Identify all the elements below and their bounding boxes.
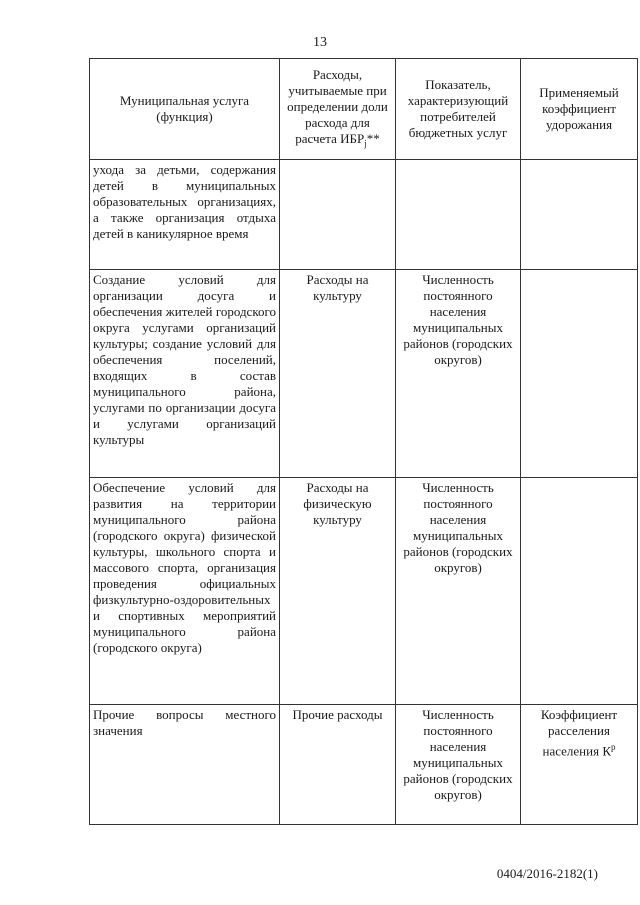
header-expenses-suffix: **	[366, 130, 380, 146]
header-service	[90, 59, 280, 160]
table-row	[90, 705, 638, 825]
header-expenses-label: Расходы, учитываемые при определении доли расхода для расчета ИБР	[287, 66, 388, 146]
table-header-row	[90, 59, 638, 160]
page-number: 13	[313, 35, 327, 50]
cell-coefficient	[521, 705, 638, 825]
cell-expenses	[280, 160, 396, 270]
cell-coefficient	[521, 270, 638, 478]
cell-indicator: Численность постоянного населения муниципальных районов (городских округов)	[396, 270, 521, 478]
table-row	[90, 160, 638, 270]
cell-coefficient-superscript: р	[611, 742, 616, 752]
cell-coefficient	[521, 160, 638, 270]
header-expenses-subscript: j	[364, 138, 367, 149]
cell-coefficient-text: Коэффициент расселения населения К	[540, 707, 618, 759]
table-row	[90, 270, 638, 478]
cell-indicator: Численность постоянного населения муниципальных районов (городских округов)	[396, 705, 521, 825]
header-indicator-label: Показатель, характеризующий потребителей бюджетных услуг	[407, 77, 509, 140]
header-expenses	[280, 59, 396, 160]
cell-expenses: Расходы на физическую культуру	[280, 478, 396, 705]
budget-table	[89, 58, 638, 825]
header-indicator	[396, 59, 521, 160]
cell-expenses: Расходы на культуру	[280, 270, 396, 478]
cell-service: ухода за детьми, содержания детей в муниципальных образовательных организациях, а также организация отдыха детей в каникулярное время	[90, 160, 280, 270]
cell-service: Прочие вопросы местного значения	[90, 705, 280, 825]
cell-coefficient	[521, 478, 638, 705]
header-coefficient	[521, 59, 638, 160]
cell-indicator	[396, 160, 521, 270]
cell-service: Обеспечение условий для развития на территории муниципального района (городского округа) физической культуры, школьного спорта и массового спорта, организация проведения официальных физкультурно-оздоровительных и спортивных мероприятий муниципального района (городского округа)	[90, 478, 280, 705]
document-code: 0404/2016-2182(1)	[496, 866, 598, 881]
header-coefficient-label: Применяемый коэффициент удорожания	[539, 85, 619, 132]
cell-indicator: Численность постоянного населения муниципальных районов (городских округов)	[396, 478, 521, 705]
cell-expenses: Прочие расходы	[280, 705, 396, 825]
header-service-label: Муниципальная услуга (функция)	[119, 93, 250, 124]
cell-service: Создание условий для организации досуга и обеспечения жителей городского округа услугами организаций культуры; создание условий для обеспечения поселений, входящих в состав муниципального района, услугами по организации досуга и услугами организаций культуры	[90, 270, 280, 478]
table-row	[90, 478, 638, 705]
